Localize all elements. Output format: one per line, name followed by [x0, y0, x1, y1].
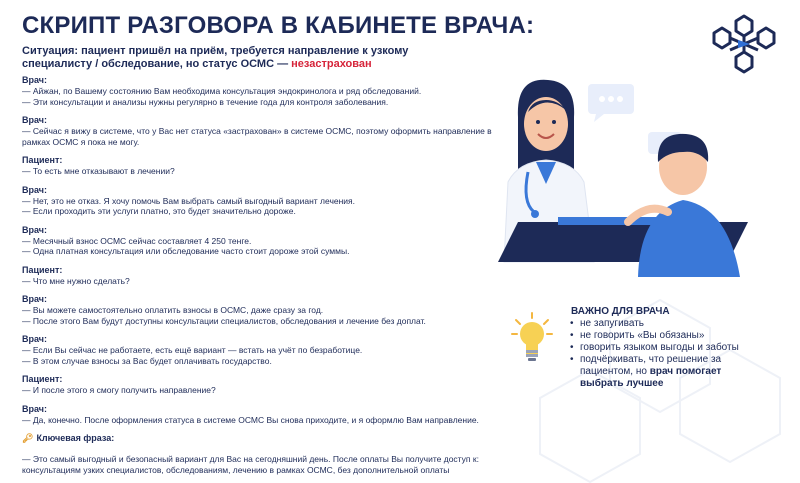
tip-text: говорить языком выгоды и заботы — [580, 342, 739, 353]
dialog-line: — Месячный взнос ОСМС сейчас составляет 4 250 тенге. — [22, 235, 252, 246]
dialog-block — [22, 334, 492, 366]
dialog-line: — В этом случае взносы за Вас будет оплачивать государство. — [22, 355, 272, 366]
dialog-line: — То есть мне отказывают в лечении? — [22, 166, 175, 176]
speaker-label: Врач: — [22, 224, 48, 235]
dialog-line: — Эти консультации и анализы нужны регулярно в течение года для контроля заболевания. — [22, 96, 389, 107]
situation-description — [22, 45, 462, 71]
tip-text: не говорить «Вы обязаны» — [580, 330, 705, 341]
tips-list — [570, 318, 750, 390]
key-phrase-title-text: Ключевая фраза: — [36, 433, 115, 443]
dialog-block — [22, 155, 492, 177]
speaker-label: Врач: — [22, 75, 48, 85]
dialog-block — [22, 75, 492, 107]
doctor-patient-illustration — [478, 72, 778, 277]
dialog-line: — Что мне нужно сделать? — [22, 275, 130, 286]
speaker-label: Пациент: — [22, 374, 63, 384]
dialog-line: — Да, конечно. После оформления статуса в системе ОСМС Вы снова приходите, и я оформлю Вам направление. — [22, 414, 479, 425]
tips-title: ВАЖНО ДЛЯ ВРАЧА — [571, 306, 670, 317]
dialog-block — [22, 265, 492, 287]
dialog-block — [22, 404, 492, 426]
tip-bold-text: врач помогает выбрать лучшее — [580, 366, 722, 389]
speaker-label: Врач: — [22, 184, 48, 195]
key-phrase-title — [22, 433, 492, 444]
snowflake-logo-icon — [712, 12, 776, 76]
key-phrase-block — [22, 433, 492, 475]
speaker-label: Врач: — [22, 334, 48, 344]
speaker-label: Врач: — [22, 294, 48, 304]
dialog-line: — Если Вы сейчас не работаете, есть ещё вариант — встать на учёт по безработице. — [22, 345, 363, 355]
situation-text: Ситуация: пациент пришёл на приём, требуется направление к узкому специалисту / обследование, но статус ОСМС — — [22, 45, 409, 70]
speaker-label: Врач: — [22, 115, 48, 125]
dialog-line: — Нет, это не отказ. Я хочу помочь Вам выбрать самый выгодный вариант лечения. — [22, 195, 356, 206]
dialog-line: — После этого Вам будут доступны консультации специалистов, обследования и лечение без доплат. — [22, 315, 426, 326]
tip-text: подчёркивать, что решение за пациентом, но — [580, 354, 722, 377]
dialog-script — [22, 75, 492, 483]
dialog-line: — И после этого я смогу получить направление? — [22, 385, 216, 395]
dialog-line: — Вы можете самостоятельно оплатить взносы в ОСМС, даже сразу за год. — [22, 305, 324, 315]
key-phrase-text: — Это самый выгодный и безопасный вариант для Вас на сегодняшний день. После оплаты Вы получите доступ к: консультациям узких специалистов, обследованиям, лечению в рамках ОСМС, без дополнительной оплаты — [22, 454, 479, 475]
lightbulb-icon — [512, 312, 552, 364]
tip-item — [570, 342, 750, 354]
page-title: СКРИПТ РАЗГОВОРА В КАБИНЕТЕ ВРАЧА: — [22, 12, 535, 39]
tip-item — [570, 318, 750, 330]
dialog-line: — Сейчас я вижу в системе, что у Вас нет статуса «застрахован» в системе ОСМС, поэтому оформить направление в рамках ОСМС я пока не могу. — [22, 126, 492, 147]
dialog-block — [22, 115, 492, 147]
dialog-block — [22, 294, 492, 326]
dialog-line: — Если проходить эти услуги платно, это будет значительно дороже. — [22, 206, 296, 216]
speaker-label: Пациент: — [22, 264, 63, 275]
tip-item — [570, 330, 750, 342]
dialog-block — [22, 374, 492, 396]
dialog-line: — Айжан, по Вашему состоянию Вам необходима консультация эндокринолога и ряд обследований. — [22, 86, 422, 96]
speaker-label: Врач: — [22, 403, 48, 414]
tip-item — [570, 354, 750, 390]
dialog-block — [22, 185, 492, 217]
tip-text: не запугивать — [580, 318, 644, 329]
dialog-block — [22, 225, 492, 257]
dialog-line: — Одна платная консультация или обследование часто стоит дороже этой суммы. — [22, 246, 350, 256]
key-icon: 🔑︎ — [22, 433, 34, 443]
speaker-label: Пациент: — [22, 155, 63, 165]
uninsured-status-label: незастрахован — [291, 58, 372, 70]
